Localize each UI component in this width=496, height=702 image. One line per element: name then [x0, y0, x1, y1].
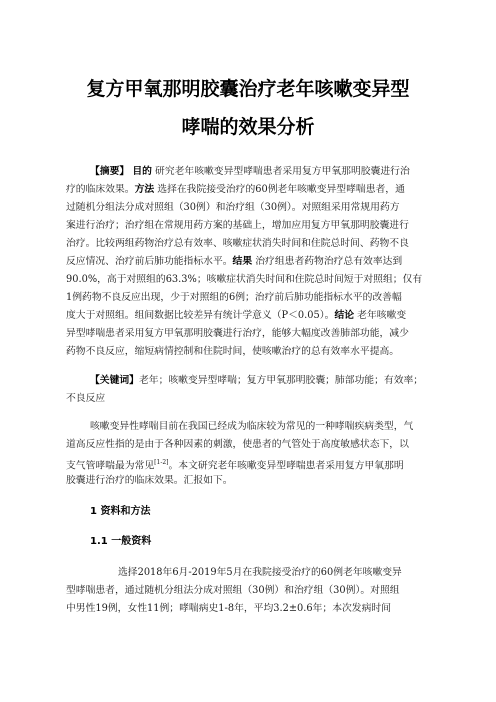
abstract-text: 选择在我院接受治疗的60例老年咳嗽变异型哮喘患者，通: [154, 184, 405, 195]
section-heading: 1 资料和方法: [90, 506, 151, 517]
intro-line: [66, 456, 404, 472]
title-line-2: 哮喘的效果分析: [181, 116, 315, 138]
abstract-keyword-objective: 目的: [132, 166, 152, 177]
title-line-1: 复方甲氧那明胶囊治疗老年咳嗽变异型: [86, 78, 410, 100]
keywords-line: 不良反应: [66, 393, 106, 404]
materials-line: 型哮喘患者，通过随机分组法分成对照组（30例）和治疗组（30例）。对照组: [66, 585, 400, 596]
materials-line: 选择2018年6月-2019年5月在我院接受治疗的60例老年咳嗽变异: [118, 567, 402, 578]
abstract-line: 90.0%，高于对照组的63.3%；咳嗽症状消失时间和住院总时间短于对照组；仅有: [66, 274, 423, 285]
abstract-label: 【摘要】: [90, 166, 130, 177]
intro-text: 支气管哮喘最为常见: [66, 460, 155, 472]
abstract-line: 治疗。比较两组药物治疗总有效率、咳嗽症状消失时间和住院总时间、药物不良: [66, 238, 409, 249]
abstract-line: [90, 165, 410, 178]
intro-line: 咳嗽变异性哮喘目前在我国已经成为临床较为常见的一种哮喘疾病类型，气: [90, 421, 414, 432]
abstract-text: 疗的临床效果。: [66, 184, 135, 195]
abstract-line: 1例药物不良反应出现，少于对照组的6例；治疗前后肺功能指标水平的改善幅: [66, 292, 402, 303]
citation-ref: [1-2]: [154, 459, 169, 466]
abstract-line: [66, 309, 406, 322]
abstract-line: 异型哮喘患者采用复方甲氧那明胶囊进行治疗，能够大幅度改善肺部功能，减少: [66, 328, 409, 339]
keywords-label: 【关键词】: [90, 375, 139, 386]
intro-line: 道高反应性指的是由于各种因素的刺激，使患者的气管处于高度敏感状态下，以: [66, 439, 409, 450]
intro-text: 。本文研究老年咳嗽变异型哮喘患者采用复方甲氧那明: [168, 460, 404, 472]
abstract-line: 案进行治疗；治疗组在常规用药方案的基础上，增加应用复方甲氧那明胶囊进行: [66, 220, 409, 231]
abstract-line: 药物不良反应，缩短病情控制和住院时间，使咳嗽治疗的总有效率水平提高。: [66, 346, 400, 357]
keywords-line: [90, 374, 423, 387]
abstract-line: 过随机分组法分成对照组（30例）和治疗组（30例）。对照组采用常规用药方: [66, 202, 400, 213]
materials-line: 中男性19例，女性11例；哮喘病史1-8年，平均3.2±0.6年；本次发病时间: [66, 603, 391, 614]
abstract-text: 研究老年咳嗽变异型哮喘患者采用复方甲氧那明胶囊进行治: [151, 166, 410, 177]
abstract-keyword-method: 方法: [134, 184, 155, 195]
abstract-text: 度大于对照组。组间数据比较差异有统计学意义（P＜0.05）。: [66, 310, 335, 321]
intro-line: 胶囊进行治疗的临床效果。汇报如下。: [66, 475, 233, 486]
abstract-keyword-result: 结果: [232, 256, 253, 267]
subsection-heading: 1.1 一般资料: [90, 536, 152, 547]
abstract-text: 治疗组患者药物治疗总有效率达到: [252, 256, 403, 267]
abstract-keyword-conclusion: 结论: [334, 310, 355, 321]
keywords-text: 老年；咳嗽变异型哮喘；复方甲氧那明胶囊；肺部功能；有效率；: [138, 375, 424, 386]
abstract-line: [66, 183, 405, 196]
abstract-text: 老年咳嗽变: [354, 310, 407, 321]
abstract-line: [66, 255, 402, 268]
abstract-text: 反应情况、治疗前后肺功能指标水平。: [66, 256, 233, 267]
